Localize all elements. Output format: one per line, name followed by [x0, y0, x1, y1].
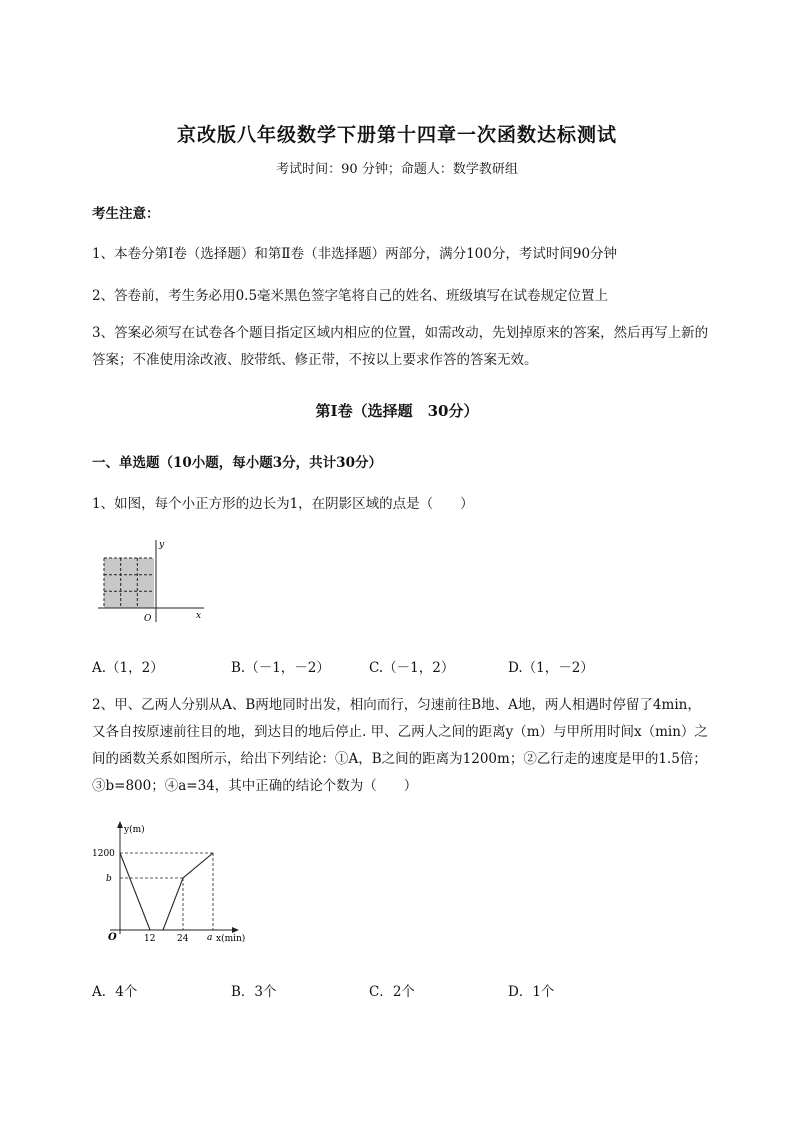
x-axis-arrow: [232, 927, 239, 933]
question-1-option-d[interactable]: D.（1，－2）: [508, 660, 594, 676]
question-2-option-a[interactable]: A．4个: [92, 984, 138, 1000]
question-1-option-a[interactable]: A.（1，2）: [92, 660, 164, 676]
question-2-option-b[interactable]: B．3个: [231, 984, 277, 1000]
x-tick-a: a: [207, 933, 213, 943]
shaded-region: [104, 558, 154, 608]
question-2-option-d[interactable]: D．1个: [508, 984, 555, 1000]
x-tick-24: 24: [177, 934, 189, 944]
origin-label: O: [144, 614, 152, 624]
y-tick-1200: 1200: [92, 849, 115, 859]
y-axis-arrow: [117, 821, 123, 828]
question-1-figure: [96, 536, 216, 628]
x-tick-12: 12: [144, 934, 156, 944]
question-1-option-c[interactable]: C.（－1，2）: [369, 660, 455, 676]
question-2-figure: [88, 816, 258, 946]
y-tick-b: b: [106, 874, 112, 884]
question-2-option-c[interactable]: C．2个: [369, 984, 415, 1000]
x-axis-label: x: [196, 611, 202, 621]
x-axis-label: x(min): [216, 934, 246, 944]
notice-item-2: 2、答卷前，考生务必用0.5毫米黑色签字笔将自己的姓名、班级填写在试卷规定位置上: [92, 288, 609, 304]
section-title: 第Ⅰ卷（选择题 30分）: [315, 402, 479, 420]
origin-label: O: [108, 932, 117, 943]
notice-item-3: 3、答案必须写在试卷各个题目指定区域内相应的位置，如需改动，先划掉原来的答案，然后再写上新的答案；不准使用涂改液、胶带纸、修正带，不按以上要求作答的答案无效。: [92, 325, 709, 368]
y-axis-label: y(m): [124, 825, 145, 835]
question-1-stem: 1、如图，每个小正方形的边长为1，在阴影区域的点是（ ）: [92, 496, 474, 512]
distance-graph: [120, 853, 213, 930]
notice-heading: 考生注意：: [92, 206, 160, 222]
question-1-option-b[interactable]: B.（－1，－2）: [231, 660, 330, 676]
notice-item-1: 1、本卷分第Ⅰ卷（选择题）和第Ⅱ卷（非选择题）两部分，满分100分，考试时间90分钟: [92, 246, 618, 262]
exam-subtitle: 考试时间：90 分钟；命题人：数学教研组: [276, 162, 518, 177]
exam-title: 京改版八年级数学下册第十四章一次函数达标测试: [176, 124, 617, 146]
part-heading: 一、单选题（10小题，每小题3分，共计30分）: [92, 455, 382, 471]
y-axis-label: y: [159, 540, 165, 550]
question-2-stem: 2、甲、乙两人分别从A、B两地同时出发，相向而行，匀速前往B地、A地，两人相遇时停留了4min，又各自按原速前往目的地，到达目的地后停止. 甲、乙两人之间的距离y（m）与甲所用时间x（min）之间的函数关系如图所示，给出下列结论：①A，B之间的距离为1200m；②乙行走的速度是甲的1.5倍；③b=800；④a=34，其中正确的结论个数为（ ）: [92, 697, 708, 794]
